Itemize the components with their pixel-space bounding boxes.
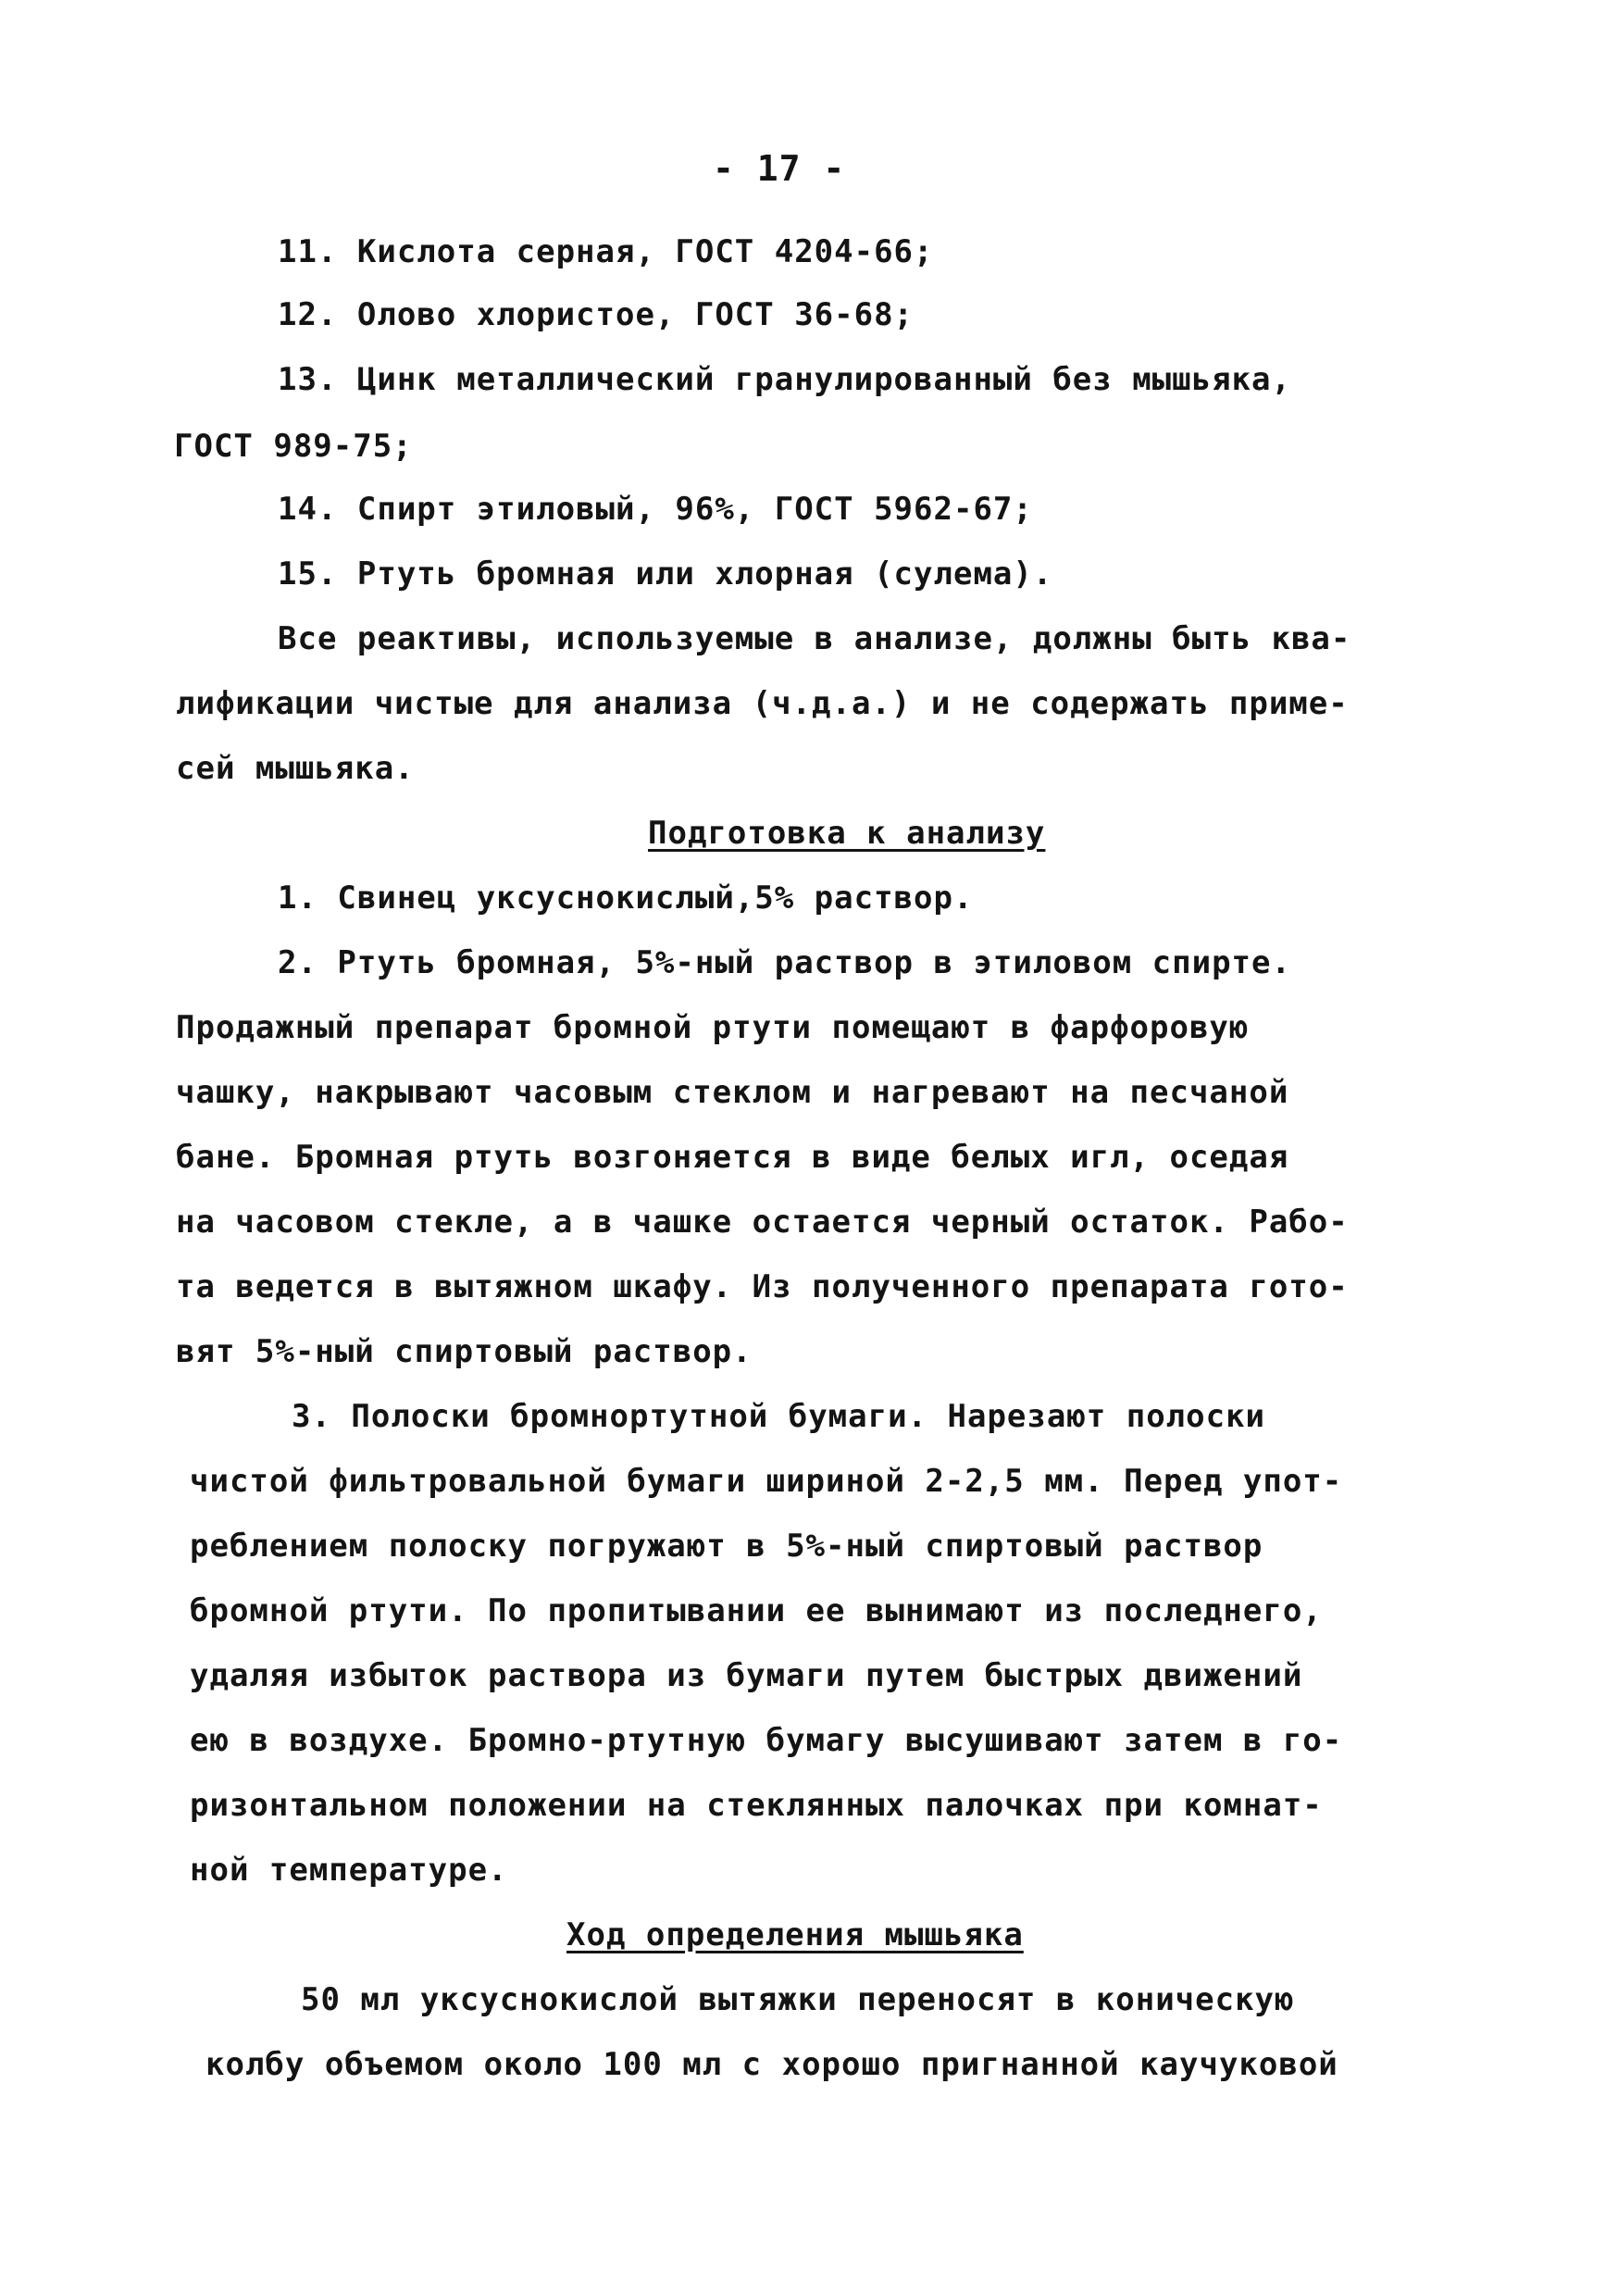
paragraph-line: реблением полоску погружают в 5%-ный спиртовый раствор (190, 1528, 1263, 1565)
paragraph-line: та ведется в вытяжном шкафу. Из полученного препарата гото- (176, 1268, 1349, 1305)
paragraph-line: 50 мл уксуснокислой вытяжки переносят в коническую (301, 1981, 1295, 2018)
paragraph-line: 1. Свинец уксуснокислый,5% раствор. (278, 880, 974, 917)
page-number: - 17 - (713, 148, 846, 189)
paragraph-line: чашку, накрывают часовым стеклом и нагревают на песчаной (176, 1074, 1289, 1111)
paragraph-line: лификации чистые для анализа (ч.д.а.) и не содержать приме- (176, 685, 1349, 722)
paragraph-line: удаляя избыток раствора из бумаги путем быстрых движений (190, 1657, 1303, 1694)
paragraph-line: на часовом стекле, а в чашке остается черный остаток. Рабо- (176, 1204, 1349, 1241)
paragraph-line: Продажный препарат бромной ртути помещают в фарфоровую (176, 1009, 1250, 1046)
section-heading-preparation: Подготовка к анализу (648, 815, 1046, 852)
paragraph-line: бромной ртути. По пропитывании ее вынимают из последнего, (190, 1592, 1323, 1629)
paragraph-line: вят 5%-ный спиртовый раствор. (176, 1333, 753, 1370)
list-item-12: 12. Олово хлористое, ГОСТ 36-68; (278, 296, 915, 333)
paragraph-line: 2. Ртуть бромная, 5%-ный раствор в этиловом спирте. (278, 944, 1291, 981)
paragraph-line: бане. Бромная ртуть возгоняется в виде белых игл, оседая (176, 1139, 1289, 1176)
list-item-13: 13. Цинк металлический гранулированный без мышьяка, (278, 361, 1291, 398)
paragraph-line: ею в воздухе. Бромно-ртутную бумагу высушивают затем в го- (190, 1722, 1343, 1759)
list-item-15: 15. Ртуть бромная или хлорная (сулема). (278, 555, 1053, 593)
paragraph-line: ной температуре. (190, 1852, 508, 1889)
paragraph-line: Все реактивы, используемые в анализе, должны быть ква- (278, 620, 1351, 657)
paragraph-line: чистой фильтровальной бумаги шириной 2-2,5 мм. Перед упот- (190, 1463, 1343, 1500)
paragraph-line: ризонтальном положении на стеклянных палочках при комнат- (190, 1787, 1323, 1824)
section-heading-procedure: Ход определения мышьяка (566, 1916, 1024, 1953)
list-item-11: 11. Кислота серная, ГОСТ 4204-66; (278, 233, 934, 270)
paragraph-line: сей мышьяка. (176, 750, 415, 787)
paragraph-line: 3. Полоски бромнортутной бумаги. Нарезают полоски (292, 1398, 1266, 1435)
list-item-13-cont: ГОСТ 989-75; (174, 428, 413, 465)
list-item-14: 14. Спирт этиловый, 96%, ГОСТ 5962-67; (278, 491, 1033, 528)
paragraph-line: колбу объемом около 100 мл с хорошо пригнанной каучуковой (205, 2046, 1338, 2083)
